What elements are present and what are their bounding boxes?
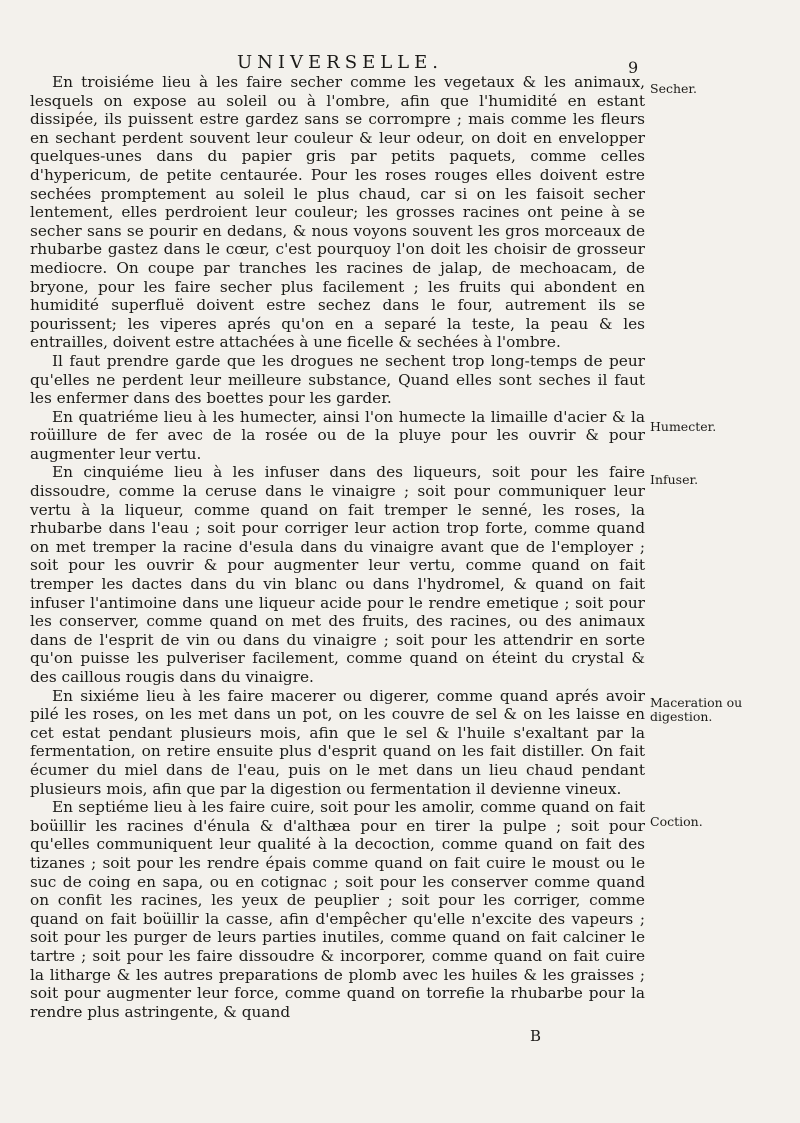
running-head: UNIVERSELLE. [237, 52, 443, 73]
paragraph-maceration: En sixiéme lieu à les faire macerer ou digerer, comme quand aprés avoir pilé les roses, on les met dans un pot, on les couvre de sel & on les laisse en cet estat pendant plusieurs mois, afin que le sel & l'huile s'exaltant par la fermentation, on retire ensuite plus d'esprit quand on les fait distiller. On fait écumer du miel dans de l'eau, puis on le met dans un lieu chaud pendant plusieurs mois, afin que par la digestion ou fermentation il devienne vineux. [30, 686, 645, 798]
paragraph-secher: En troisiéme lieu à les faire secher comme les vegetaux & les animaux, lesquels on expose au soleil ou à l'ombre, afin que l'humidité en estant dissipée, ils puissent estre gardez sans se corrompre ; mais comme les fleurs en sechant perdent souvent leur couleur & leur odeur, on doit en envelopper quelques-unes dans du papier gris par petits paquets, comme celles d'hypericum, de petite centaurée. Pour les roses rouges elles doivent estre sechées promptement au soleil le plus chaud, car si on les faisoit secher lentement, elles perdroient leur couleur; les grosses racines ont peine à se secher sans se pourir en dedans, & nous voyons souvent les gros morceaux de rhubarbe gastez dans le cœur, c'est pourquoy l'on doit les choisir de grosseur mediocre. On coupe par tranches les racines de jalap, de mechoacam, de bryone, pour les faire secher plus facilement ; les fruits qui abondent en humidité superfluë doivent estre sechez dans le four, autrement ils se pourissent; les viperes aprés qu'on en a separé la teste, la peau & les entrailles, doivent estre attachées à une ficelle & sechées à l'ombre. [30, 73, 645, 352]
page-number: 9 [628, 58, 639, 77]
margin-note-secher: Secher. [650, 81, 697, 96]
margin-note-maceration: Maceration ou digestion. [650, 695, 743, 724]
paragraph-prendre-garde: Il faut prendre garde que les drogues ne sechent trop long-temps de peur qu'elles ne perdent leur meilleure substance, Quand elles sont seches il faut les enfermer dans des boettes pour les garder. [30, 351, 645, 408]
signature-mark: B [530, 1027, 542, 1045]
paragraph-coction: En septiéme lieu à les faire cuire, soit pour les amolir, comme quand on fait boüillir les racines d'énula & d'althæa pour en tirer la pulpe ; soit pour qu'elles communiquent leur qualité à la decoction, comme quand on fait des tizanes ; soit pour les rendre épais comme quand on fait cuire le moust ou le suc de coing en sapa, ou en cotignac ; soit pour les conserver comme quand on confit les racines, les yeux de peuplier ; soit pour les corriger, comme quand on fait boüillir la casse, afin d'empêcher qu'elle n'excite des vapeurs ; soit pour les purger de leurs parties inutiles, comme quand on fait calciner le tartre ; soit pour les faire dissoudre & incorporer, comme quand on fait cuire la litharge & les autres preparations de plomb avec les huiles & les graisses ; soit pour augmenter leur force, comme quand on torrefie la rhubarbe pour la rendre plus astringente, & quand [30, 798, 645, 1021]
paragraph-humecter: En quatriéme lieu à les humecter, ainsi l'on humecte la limaille d'acier & la roüillure de fer avec de la rosée ou de la pluye pour les ouvrir & pour augmenter leur vertu. [30, 407, 645, 463]
margin-note-humecter: Humecter. [650, 419, 717, 434]
margin-note-coction: Coction. [650, 814, 703, 829]
main-text [30, 73, 645, 1021]
margin-note-infuser: Infuser. [650, 472, 699, 487]
paragraph-infuser: En cinquiéme lieu à les infuser dans des liqueurs, soit pour les faire dissoudre, comme la ceruse dans le vinaigre ; soit pour communiquer leur vertu à la liqueur, comme quand on fait tremper le senné, les roses, la rhubarbe dans l'eau ; soit pour corriger leur action trop forte, comme quand on met tremper la racine d'esula dans du vinaigre avant que de l'employer ; soit pour les ouvrir & pour augmenter leur vertu, comme quand on fait tremper les dactes dans du vin blanc ou dans l'hydromel, & quand on fait infuser l'antimoine dans une liqueur acide pour le rendre emetique ; soit pour les conserver, comme quand on met des fruits, des racines, ou des animaux dans de l'esprit de vin ou dans du vinaigre ; soit pour les attendrir en sorte qu'on puisse les pulveriser facilement, comme quand on éteint du crystal & des caillous rougis dans du vinaigre. [30, 463, 645, 686]
